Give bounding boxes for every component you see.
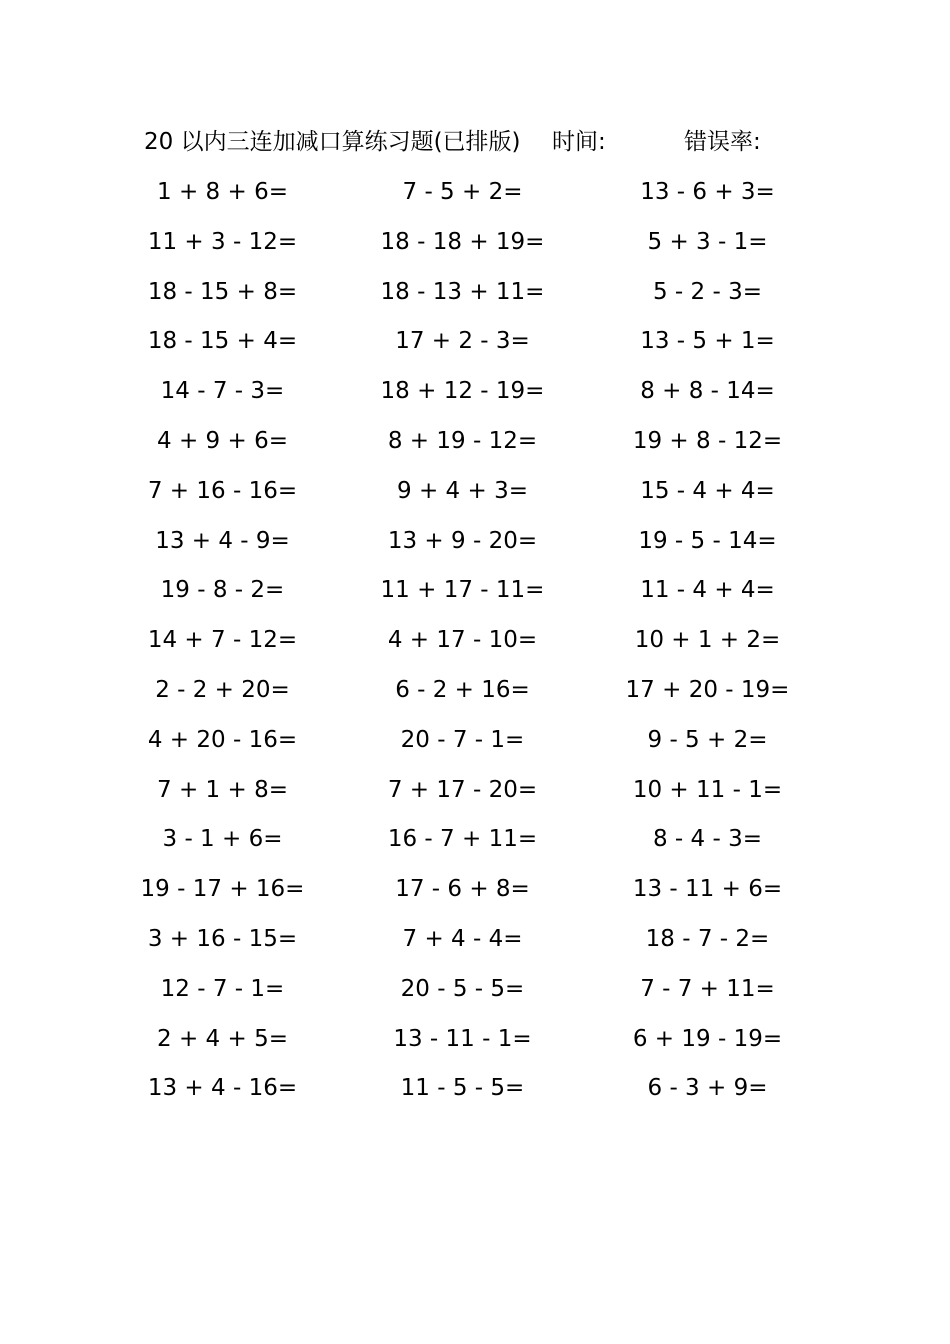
problem-row [0,1019,950,1069]
problem-row [0,919,950,969]
problem-row [0,869,950,919]
problem-row [0,272,950,322]
problem: 5 - 2 - 3= [652,278,762,305]
time-label: 时间: [552,129,606,155]
problem-row [0,770,950,820]
problem: 17 + 2 - 3= [395,328,530,355]
problem: 10 + 11 - 1= [632,776,783,803]
problem: 7 + 4 - 4= [402,925,523,952]
problem: 15 - 4 + 4= [640,477,775,504]
worksheet-title: 20 以内三连加减口算练习题(已排版) [144,129,521,155]
problem: 4 + 20 - 16= [147,726,298,753]
problem: 7 - 7 + 11= [640,975,775,1002]
problem: 18 - 18 + 19= [380,228,545,255]
problem: 5 + 3 - 1= [647,228,768,255]
problem-row [0,172,950,222]
problem-row [0,371,950,421]
problem: 18 - 13 + 11= [380,278,545,305]
problem-row [0,620,950,670]
problem: 11 - 5 - 5= [400,1075,525,1102]
problem: 7 + 17 - 20= [387,776,538,803]
problem-grid [0,172,950,1118]
problem: 17 + 20 - 19= [625,676,790,703]
problem: 18 - 15 + 4= [147,328,298,355]
problem: 18 - 7 - 2= [645,925,770,952]
problem: 7 - 5 + 2= [402,179,523,205]
problem: 2 - 2 + 20= [155,676,290,703]
problem: 4 + 9 + 6= [157,427,288,454]
problem: 20 - 7 - 1= [400,726,525,753]
problem-row [0,819,950,869]
problem: 14 + 7 - 12= [147,627,298,654]
problem-row [0,1068,950,1118]
problem: 10 + 1 + 2= [634,627,781,654]
problem: 2 + 4 + 5= [157,1025,288,1052]
problem: 4 + 17 - 10= [387,627,538,654]
problem: 7 + 1 + 8= [157,776,288,803]
problem: 18 + 12 - 19= [380,378,545,405]
problem-row [0,421,950,471]
problem: 13 - 5 + 1= [640,328,775,355]
problem: 13 - 6 + 3= [640,179,775,205]
problem-row [0,521,950,571]
problem: 9 + 4 + 3= [397,477,528,504]
problem: 1 + 8 + 6= [157,179,288,205]
problem: 18 - 15 + 8= [147,278,298,305]
problem-row [0,720,950,770]
problem: 6 - 2 + 16= [395,676,530,703]
problem: 11 + 17 - 11= [380,577,545,604]
problem: 13 + 4 - 9= [155,527,290,554]
worksheet-header [0,124,950,160]
problem: 19 - 5 - 14= [638,527,777,554]
problem: 17 - 6 + 8= [395,876,530,903]
problem: 8 - 4 - 3= [652,826,762,853]
problem-row [0,471,950,521]
problem: 13 - 11 - 1= [393,1025,532,1052]
problem: 16 - 7 + 11= [387,826,538,853]
problem: 6 + 19 - 19= [632,1025,783,1052]
problem: 8 + 19 - 12= [387,427,538,454]
problem: 11 + 3 - 12= [147,228,298,255]
problem: 7 + 16 - 16= [147,477,298,504]
problem: 20 - 5 - 5= [400,975,525,1002]
problem: 8 + 8 - 14= [640,378,775,405]
problem: 3 - 1 + 6= [162,826,283,853]
problem-row [0,670,950,720]
problem: 19 + 8 - 12= [632,427,783,454]
problem: 11 - 4 + 4= [640,577,775,604]
problem: 19 - 17 + 16= [140,876,305,903]
problem-row [0,321,950,371]
problem: 6 - 3 + 9= [647,1075,768,1102]
problem: 3 + 16 - 15= [147,925,298,952]
problem: 13 + 9 - 20= [387,527,538,554]
problem-row [0,570,950,620]
problem: 19 - 8 - 2= [160,577,285,604]
problem: 12 - 7 - 1= [160,975,285,1002]
problem: 9 - 5 + 2= [647,726,768,753]
problem: 14 - 7 - 3= [160,378,285,405]
problem-row [0,222,950,272]
problem: 13 - 11 + 6= [632,876,783,903]
problem-row [0,969,950,1019]
error-rate-label: 错误率: [684,129,761,155]
problem: 13 + 4 - 16= [147,1075,298,1102]
